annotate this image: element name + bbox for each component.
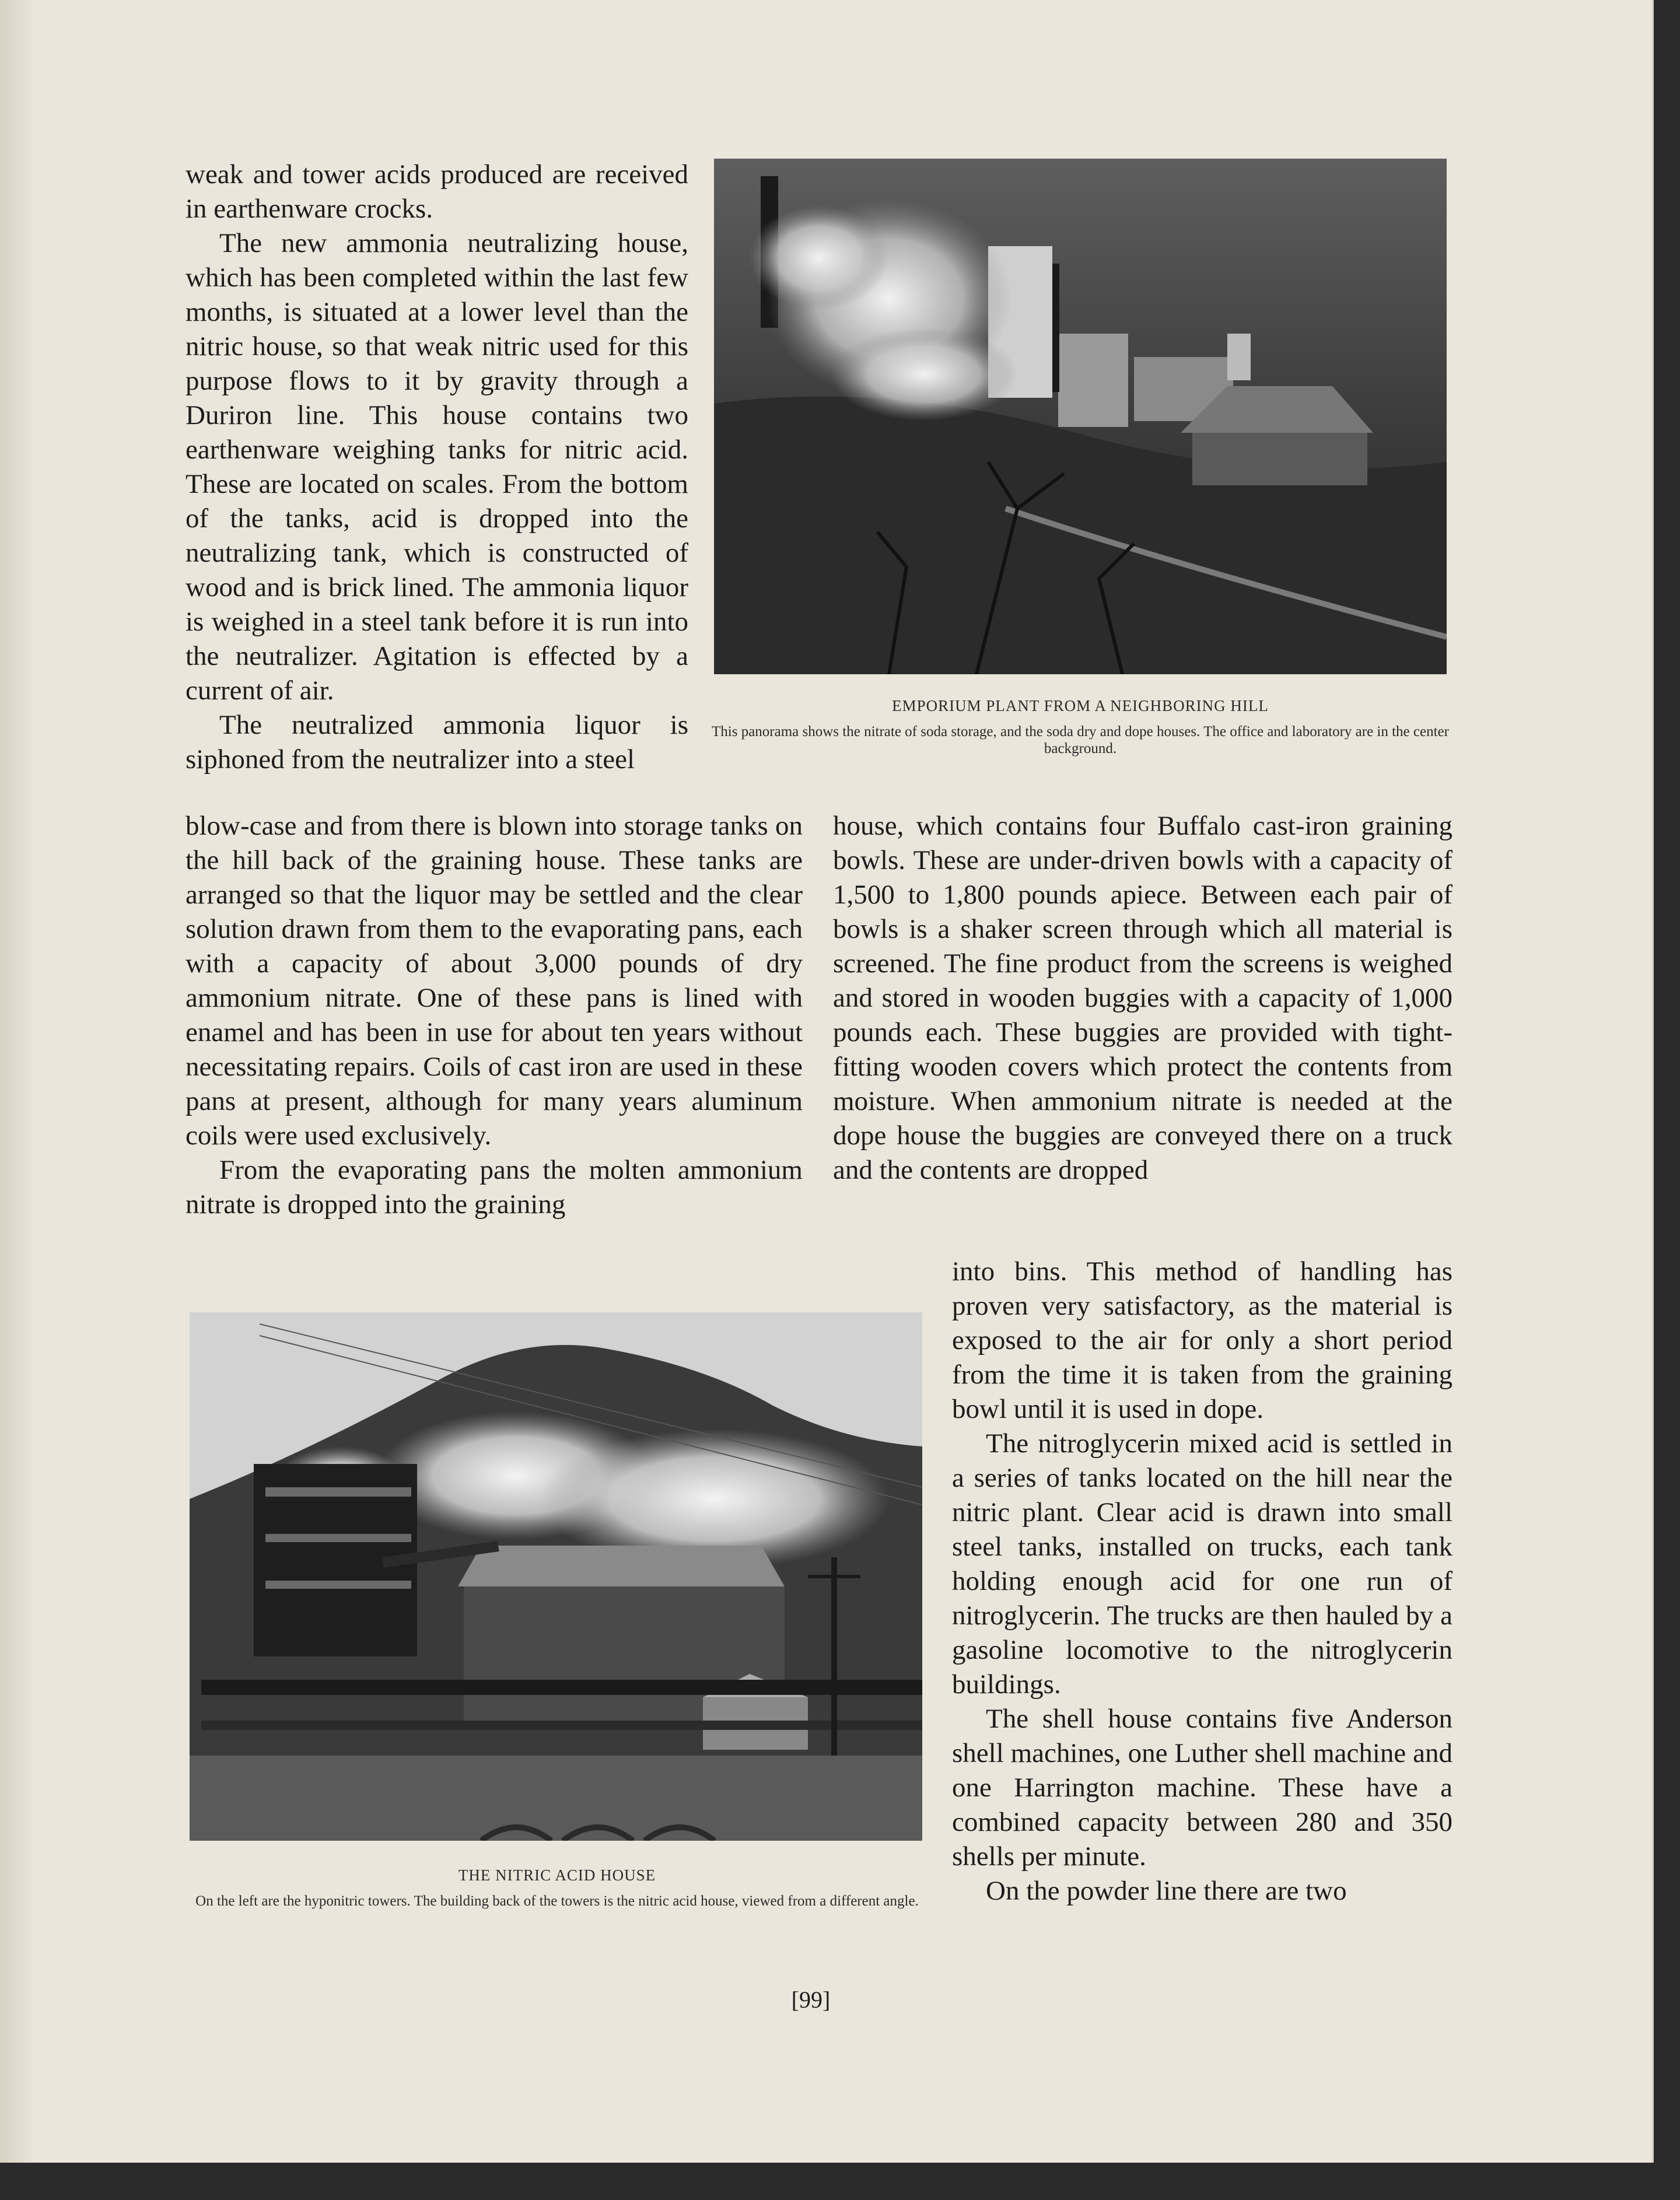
figure-title: EMPORIUM PLANT FROM A NEIGHBORING HILL	[892, 697, 1269, 714]
paragraph: house, which contains four Buffalo cast-iron graining bowls. These are under-driven bowls with a capacity of 1,500 to 1,800 pounds apiece. Between each pair of bowls is a shaker screen through which all material is screened. The fine product from the screens is weighed and stored in wooden buggies with a capacity of 1,000 pounds each. These buggies are provided with tight-fitting wooden covers which protect the contents from moisture. When ammonium nitrate is needed at the dope house the buggies are conveyed there on a truck and the contents are dropped	[833, 811, 1452, 1185]
paragraph: The shell house contains five Anderson shell machines, one Luther shell machine and one Harrington machine. These have a combined capacity between 280 and 350 shells per minute.	[952, 1704, 1452, 1872]
middle-right-column	[833, 809, 1452, 1187]
paragraph: blow-case and from there is blown into storage tanks on the hill back of the graining house. These tanks are arranged so that the liquor may be settled and the clear solution drawn from them to the evaporating pans, each with a capacity of about 3,000 pounds of dry ammonium nitrate. One of these pans is lined with enamel and has been in use for about ten years without necessitating repairs. Coils of cast iron are used in these pans at present, although for many years aluminum coils were used exclusively.	[186, 811, 803, 1151]
paragraph: The neutralized ammonia liquor is siphoned from the neutralizer into a steel	[186, 710, 688, 775]
figure-caption-text: On the left are the hyponitric towers. The building back of the towers is the nitric acid house, viewed from a different angle.	[195, 1893, 919, 1909]
paragraph: From the evaporating pans the molten ammonium nitrate is dropped into the graining	[186, 1155, 803, 1220]
figure-caption-text: This panorama shows the nitrate of soda storage, and the soda dry and dope houses. The office and laboratory are in the center background.	[712, 724, 1449, 756]
top-figure-caption	[706, 697, 1455, 757]
top-left-column	[186, 157, 688, 777]
binding-gutter	[0, 0, 35, 2163]
lower-right-column	[952, 1255, 1452, 1908]
nitric-acid-house-photo	[190, 1312, 922, 1841]
nitric-acid-house-image	[190, 1312, 922, 1841]
emporium-plant-image	[714, 159, 1447, 674]
paragraph: into bins. This method of handling has proven very satisfactory, as the material is exposed to the air for only a short period from the time it is taken from the graining bowl until it is used in dope.	[952, 1256, 1452, 1424]
paragraph: The nitroglycerin mixed acid is settled in a series of tanks located on the hill near the nitric plant. Clear acid is drawn into small steel tanks, installed on trucks, each tank holding enough acid for one run of nitroglycerin. The trucks are then hauled by a gasoline locomotive to the nitroglycerin buildings.	[952, 1428, 1452, 1700]
bottom-figure-caption	[175, 1866, 939, 1910]
middle-left-column	[186, 809, 803, 1222]
paragraph: On the powder line there are two	[986, 1876, 1347, 1906]
emporium-plant-photo	[714, 159, 1447, 674]
paragraph: weak and tower acids produced are received in earthenware crocks.	[186, 159, 688, 224]
paragraph: The new ammonia neutralizing house, which has been completed within the last few months, is situated at a lower level than the nitric house, so that weak nitric used for this purpose flows to it by gravity through a Duriron line. This house contains two earthenware weighing tanks for nitric acid. These are located on scales. From the bottom of the tanks, acid is dropped into the neutralizing tank, which is constructed of wood and is brick lined. The ammonia liquor is weighed in a steel tank before it is run into the neutralizer. Agitation is effected by a current of air.	[186, 228, 688, 706]
figure-title: THE NITRIC ACID HOUSE	[458, 1866, 656, 1884]
page-number: [99]	[791, 1987, 831, 2013]
